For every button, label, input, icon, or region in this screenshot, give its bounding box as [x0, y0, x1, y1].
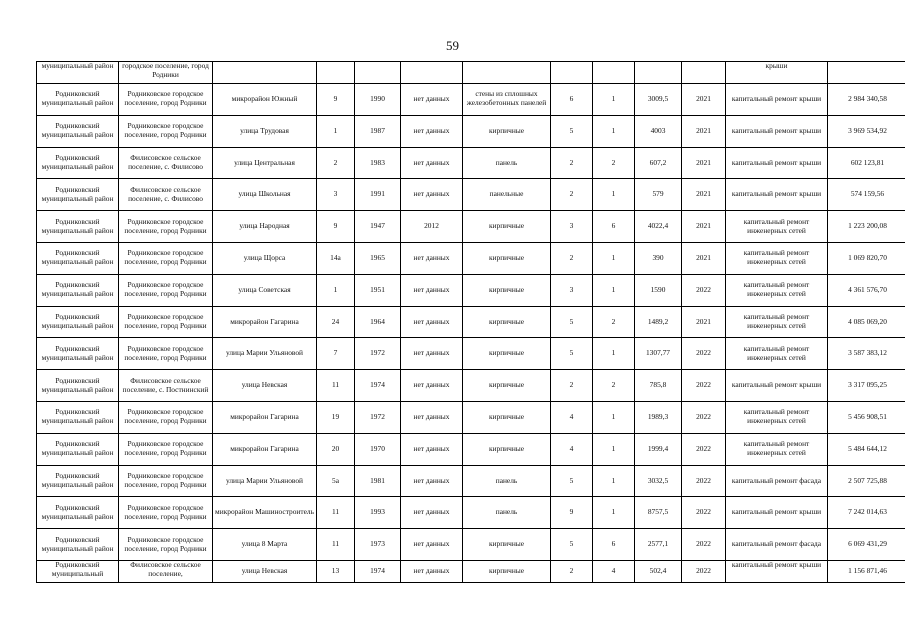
work-type-cell: капитальный ремонт инженерных сетей	[726, 211, 828, 243]
repair-year-cell: 2022	[682, 497, 726, 529]
address-cell: улица Советская	[213, 274, 317, 306]
cost-cell: 4 361 576,70	[828, 274, 905, 306]
house-number-cell: 9	[317, 211, 355, 243]
house-number-cell: 14а	[317, 242, 355, 274]
area-cell: 502,4	[635, 560, 682, 582]
area-cell: 2577,1	[635, 529, 682, 561]
table-row	[37, 306, 905, 338]
cost-cell: 7 242 014,63	[828, 497, 905, 529]
house-number-cell	[317, 62, 355, 84]
area-cell: 8757,5	[635, 497, 682, 529]
settlement-cell: Филисовское сельское поселение, с. Постнинский	[119, 370, 213, 402]
entrances-cell: 1	[593, 338, 635, 370]
housing-repair-table	[36, 61, 905, 583]
cost-cell: 574 159,56	[828, 179, 905, 211]
district-cell: муниципальный район	[37, 62, 119, 84]
repair-year-cell: 2022	[682, 274, 726, 306]
wall-material-cell: кирпичные	[463, 370, 551, 402]
floors-cell: 3	[551, 211, 593, 243]
build-year-cell: 1973	[355, 529, 401, 561]
settlement-cell: Родниковское городское поселение, город Родники	[119, 338, 213, 370]
floors-cell: 4	[551, 401, 593, 433]
last-repair-year-cell: нет данных	[401, 338, 463, 370]
repair-year-cell: 2021	[682, 211, 726, 243]
district-cell: Родниковский муниципальный район	[37, 529, 119, 561]
area-cell	[635, 62, 682, 84]
last-repair-year-cell: нет данных	[401, 529, 463, 561]
build-year-cell: 1983	[355, 147, 401, 179]
repair-year-cell: 2022	[682, 465, 726, 497]
entrances-cell: 1	[593, 274, 635, 306]
cost-cell: 1 223 200,08	[828, 211, 905, 243]
table-row	[37, 497, 905, 529]
settlement-cell: Родниковское городское поселение, город Родники	[119, 211, 213, 243]
address-cell: микрорайон Гагарина	[213, 306, 317, 338]
entrances-cell: 6	[593, 529, 635, 561]
district-cell: Родниковский муниципальный район	[37, 242, 119, 274]
wall-material-cell: панель	[463, 147, 551, 179]
table-row	[37, 115, 905, 147]
entrances-cell: 1	[593, 179, 635, 211]
settlement-cell: Филисовское сельское поселение,	[119, 560, 213, 582]
repair-year-cell: 2022	[682, 560, 726, 582]
repair-year-cell: 2021	[682, 306, 726, 338]
work-type-cell: капитальный ремонт крыши	[726, 370, 828, 402]
address-cell: улица Центральная	[213, 147, 317, 179]
entrances-cell: 2	[593, 370, 635, 402]
table-row	[37, 62, 905, 84]
last-repair-year-cell: нет данных	[401, 115, 463, 147]
wall-material-cell: кирпичные	[463, 529, 551, 561]
page-number: 59	[446, 38, 459, 53]
repair-year-cell	[682, 62, 726, 84]
work-type-cell: капитальный ремонт инженерных сетей	[726, 433, 828, 465]
cost-cell: 5 456 908,51	[828, 401, 905, 433]
address-cell: улица 8 Марта	[213, 529, 317, 561]
area-cell: 579	[635, 179, 682, 211]
repair-year-cell: 2021	[682, 147, 726, 179]
work-type-cell: крыши	[726, 62, 828, 84]
wall-material-cell: панель	[463, 497, 551, 529]
repair-year-cell: 2021	[682, 84, 726, 116]
table-row	[37, 242, 905, 274]
house-number-cell: 7	[317, 338, 355, 370]
work-type-cell: капитальный ремонт фасада	[726, 465, 828, 497]
build-year-cell: 1947	[355, 211, 401, 243]
wall-material-cell: кирпичные	[463, 274, 551, 306]
district-cell: Родниковский муниципальный район	[37, 370, 119, 402]
table-row	[37, 370, 905, 402]
entrances-cell: 4	[593, 560, 635, 582]
settlement-cell: Родниковское городское поселение, город Родники	[119, 401, 213, 433]
build-year-cell: 1951	[355, 274, 401, 306]
entrances-cell: 1	[593, 401, 635, 433]
table-row	[37, 465, 905, 497]
district-cell: Родниковский муниципальный район	[37, 338, 119, 370]
settlement-cell: Родниковское городское поселение, город Родники	[119, 242, 213, 274]
work-type-cell: капитальный ремонт крыши	[726, 497, 828, 529]
floors-cell: 5	[551, 529, 593, 561]
floors-cell: 2	[551, 560, 593, 582]
district-cell: Родниковский муниципальный район	[37, 306, 119, 338]
district-cell: Родниковский муниципальный район	[37, 497, 119, 529]
cost-cell: 602 123,81	[828, 147, 905, 179]
address-cell: улица Школьная	[213, 179, 317, 211]
address-cell: микрорайон Машиностроитель	[213, 497, 317, 529]
wall-material-cell: кирпичные	[463, 115, 551, 147]
wall-material-cell: кирпичные	[463, 242, 551, 274]
floors-cell: 2	[551, 147, 593, 179]
work-type-cell: капитальный ремонт крыши	[726, 147, 828, 179]
floors-cell: 6	[551, 84, 593, 116]
last-repair-year-cell: нет данных	[401, 274, 463, 306]
floors-cell: 5	[551, 306, 593, 338]
address-cell: микрорайон Южный	[213, 84, 317, 116]
district-cell: Родниковский муниципальный район	[37, 211, 119, 243]
settlement-cell: Родниковское городское поселение, город Родники	[119, 433, 213, 465]
build-year-cell: 1972	[355, 401, 401, 433]
address-cell: микрорайон Гагарина	[213, 401, 317, 433]
settlement-cell: Родниковское городское поселение, город Родники	[119, 306, 213, 338]
repair-year-cell: 2022	[682, 529, 726, 561]
entrances-cell: 1	[593, 242, 635, 274]
entrances-cell: 1	[593, 497, 635, 529]
last-repair-year-cell: нет данных	[401, 401, 463, 433]
wall-material-cell	[463, 62, 551, 84]
repair-year-cell: 2022	[682, 370, 726, 402]
last-repair-year-cell	[401, 62, 463, 84]
work-type-cell: капитальный ремонт крыши	[726, 115, 828, 147]
build-year-cell: 1964	[355, 306, 401, 338]
wall-material-cell: кирпичные	[463, 338, 551, 370]
address-cell: микрорайон Гагарина	[213, 433, 317, 465]
table-row	[37, 274, 905, 306]
repair-year-cell: 2021	[682, 242, 726, 274]
area-cell: 1989,3	[635, 401, 682, 433]
table-row	[37, 147, 905, 179]
settlement-cell: Филисовское сельское поселение, с. Филисово	[119, 179, 213, 211]
district-cell: Родниковский муниципальный район	[37, 433, 119, 465]
house-number-cell: 13	[317, 560, 355, 582]
district-cell: Родниковский муниципальный район	[37, 401, 119, 433]
area-cell: 607,2	[635, 147, 682, 179]
build-year-cell: 1974	[355, 370, 401, 402]
table-row	[37, 179, 905, 211]
address-cell: улица Марии Ульяновой	[213, 338, 317, 370]
last-repair-year-cell: нет данных	[401, 433, 463, 465]
settlement-cell: Родниковское городское поселение, город Родники	[119, 84, 213, 116]
last-repair-year-cell: нет данных	[401, 306, 463, 338]
table-row	[37, 401, 905, 433]
cost-cell: 5 484 644,12	[828, 433, 905, 465]
area-cell: 4022,4	[635, 211, 682, 243]
entrances-cell	[593, 62, 635, 84]
work-type-cell: капитальный ремонт инженерных сетей	[726, 306, 828, 338]
cost-cell: 6 069 431,29	[828, 529, 905, 561]
house-number-cell: 1	[317, 115, 355, 147]
entrances-cell: 6	[593, 211, 635, 243]
work-type-cell: капитальный ремонт инженерных сетей	[726, 274, 828, 306]
address-cell: улица Марии Ульяновой	[213, 465, 317, 497]
entrances-cell: 1	[593, 433, 635, 465]
cost-cell	[828, 62, 905, 84]
address-cell: улица Щорса	[213, 242, 317, 274]
table-row	[37, 529, 905, 561]
address-cell: улица Невская	[213, 370, 317, 402]
build-year-cell: 1970	[355, 433, 401, 465]
settlement-cell: Родниковское городское поселение, город Родники	[119, 497, 213, 529]
area-cell: 1307,77	[635, 338, 682, 370]
cost-cell: 3 587 383,12	[828, 338, 905, 370]
work-type-cell: капитальный ремонт инженерных сетей	[726, 338, 828, 370]
work-type-cell: капитальный ремонт инженерных сетей	[726, 242, 828, 274]
house-number-cell: 20	[317, 433, 355, 465]
last-repair-year-cell: нет данных	[401, 370, 463, 402]
area-cell: 1489,2	[635, 306, 682, 338]
house-number-cell: 9	[317, 84, 355, 116]
cost-cell: 1 156 871,46	[828, 560, 905, 582]
house-number-cell: 1	[317, 274, 355, 306]
house-number-cell: 3	[317, 179, 355, 211]
floors-cell: 5	[551, 465, 593, 497]
district-cell: Родниковский муниципальный район	[37, 179, 119, 211]
build-year-cell	[355, 62, 401, 84]
cost-cell: 3 317 095,25	[828, 370, 905, 402]
house-number-cell: 2	[317, 147, 355, 179]
district-cell: Родниковский муниципальный район	[37, 84, 119, 116]
repair-year-cell: 2022	[682, 401, 726, 433]
area-cell: 1999,4	[635, 433, 682, 465]
build-year-cell: 1981	[355, 465, 401, 497]
address-cell: улица Народная	[213, 211, 317, 243]
area-cell: 4003	[635, 115, 682, 147]
cost-cell: 2 507 725,88	[828, 465, 905, 497]
floors-cell: 2	[551, 179, 593, 211]
floors-cell: 3	[551, 274, 593, 306]
wall-material-cell: кирпичные	[463, 401, 551, 433]
last-repair-year-cell: нет данных	[401, 560, 463, 582]
table-row	[37, 211, 905, 243]
address-cell: улица Невская	[213, 560, 317, 582]
wall-material-cell: панель	[463, 465, 551, 497]
repair-year-cell: 2022	[682, 433, 726, 465]
house-number-cell: 5а	[317, 465, 355, 497]
work-type-cell: капитальный ремонт фасада	[726, 529, 828, 561]
house-number-cell: 24	[317, 306, 355, 338]
last-repair-year-cell: 2012	[401, 211, 463, 243]
repair-year-cell: 2021	[682, 179, 726, 211]
build-year-cell: 1972	[355, 338, 401, 370]
floors-cell: 2	[551, 370, 593, 402]
floors-cell: 9	[551, 497, 593, 529]
area-cell: 3032,5	[635, 465, 682, 497]
house-number-cell: 11	[317, 497, 355, 529]
address-cell: улица Трудовая	[213, 115, 317, 147]
entrances-cell: 2	[593, 306, 635, 338]
floors-cell: 2	[551, 242, 593, 274]
build-year-cell: 1987	[355, 115, 401, 147]
district-cell: Родниковский муниципальный район	[37, 465, 119, 497]
work-type-cell: капитальный ремонт инженерных сетей	[726, 401, 828, 433]
settlement-cell: Филисовское сельское поселение, с. Филисово	[119, 147, 213, 179]
area-cell: 3009,5	[635, 84, 682, 116]
cost-cell: 3 969 534,92	[828, 115, 905, 147]
house-number-cell: 11	[317, 529, 355, 561]
cost-cell: 1 069 820,70	[828, 242, 905, 274]
work-type-cell: капитальный ремонт крыши	[726, 84, 828, 116]
wall-material-cell: кирпичные	[463, 306, 551, 338]
last-repair-year-cell: нет данных	[401, 465, 463, 497]
cost-cell: 4 085 069,20	[828, 306, 905, 338]
area-cell: 1590	[635, 274, 682, 306]
wall-material-cell: кирпичные	[463, 433, 551, 465]
repair-year-cell: 2021	[682, 115, 726, 147]
repair-year-cell: 2022	[682, 338, 726, 370]
wall-material-cell: кирпичные	[463, 211, 551, 243]
table-row	[37, 84, 905, 116]
build-year-cell: 1993	[355, 497, 401, 529]
settlement-cell: Родниковское городское поселение, город Родники	[119, 115, 213, 147]
build-year-cell: 1965	[355, 242, 401, 274]
work-type-cell: капитальный ремонт крыши	[726, 179, 828, 211]
entrances-cell: 1	[593, 465, 635, 497]
settlement-cell: Родниковское городское поселение, город Родники	[119, 274, 213, 306]
cost-cell: 2 984 340,58	[828, 84, 905, 116]
wall-material-cell: панельные	[463, 179, 551, 211]
floors-cell	[551, 62, 593, 84]
wall-material-cell: кирпичные	[463, 560, 551, 582]
last-repair-year-cell: нет данных	[401, 242, 463, 274]
entrances-cell: 1	[593, 84, 635, 116]
last-repair-year-cell: нет данных	[401, 179, 463, 211]
last-repair-year-cell: нет данных	[401, 147, 463, 179]
floors-cell: 5	[551, 338, 593, 370]
district-cell: Родниковский муниципальный район	[37, 274, 119, 306]
last-repair-year-cell: нет данных	[401, 84, 463, 116]
build-year-cell: 1990	[355, 84, 401, 116]
house-number-cell: 11	[317, 370, 355, 402]
work-type-cell: капитальный ремонт крыши	[726, 560, 828, 582]
settlement-cell: Родниковское городское поселение, город Родники	[119, 529, 213, 561]
entrances-cell: 2	[593, 147, 635, 179]
address-cell	[213, 62, 317, 84]
table-row	[37, 433, 905, 465]
wall-material-cell: стены из сплошных железобетонных панелей	[463, 84, 551, 116]
entrances-cell: 1	[593, 115, 635, 147]
district-cell: Родниковский муниципальный	[37, 560, 119, 582]
table-row	[37, 560, 905, 582]
build-year-cell: 1991	[355, 179, 401, 211]
area-cell: 785,8	[635, 370, 682, 402]
area-cell: 390	[635, 242, 682, 274]
district-cell: Родниковский муниципальный район	[37, 147, 119, 179]
district-cell: Родниковский муниципальный район	[37, 115, 119, 147]
build-year-cell: 1974	[355, 560, 401, 582]
house-number-cell: 19	[317, 401, 355, 433]
last-repair-year-cell: нет данных	[401, 497, 463, 529]
floors-cell: 5	[551, 115, 593, 147]
settlement-cell: Родниковское городское поселение, город Родники	[119, 465, 213, 497]
floors-cell: 4	[551, 433, 593, 465]
settlement-cell: городское поселение, город Родники	[119, 62, 213, 84]
table-row	[37, 338, 905, 370]
